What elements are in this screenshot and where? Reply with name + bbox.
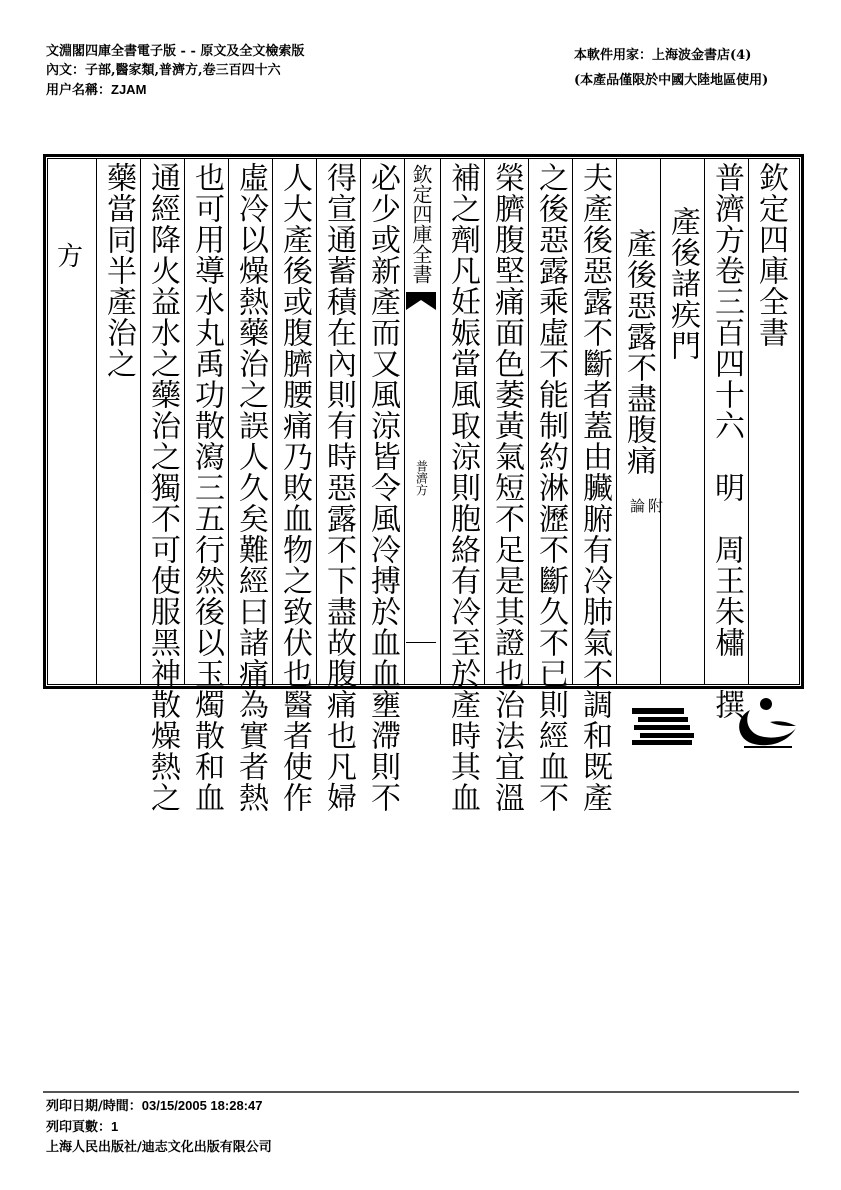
print-date-label: 列印日期/時間： [46,1099,142,1114]
column-text: 必少或新產而又風涼皆令風冷搏於血血壅滯則不 [365,162,400,813]
text-column [362,162,402,813]
text-column [530,162,570,813]
column-text: 藥當同半產治之 [101,162,136,379]
text-column [574,162,614,813]
text-column [186,162,226,813]
side-label: 方 [56,242,83,272]
header-licensee: 本軟件用家：上海波金書店(4) [574,48,752,63]
column-divider [272,158,273,685]
column-text: 產後諸疾門 [665,206,700,361]
fold-book-text: 普濟方 [414,460,429,496]
column-divider [184,158,185,685]
text-column [486,162,526,813]
column-text: 也可用導水丸禹功散瀉三五行然後以玉燭散和血 [189,162,224,813]
fold-book-name [410,460,432,496]
footer-rule [43,1091,799,1093]
column-text: 虛冷以燥熱藥治之誤人久矣難經曰諸痛為實者熱 [233,162,268,813]
footer [46,1096,272,1158]
column-divider [572,158,573,685]
column-divider [404,158,405,685]
column-text: 夫產後惡露不斷者蓋由臟腑有冷肺氣不調和既產 [577,162,612,813]
header-region-note: (本產品僅限於中國大陸地區使用) [574,73,769,88]
text-column [98,162,138,379]
column-divider [316,158,317,685]
text-column [318,162,358,813]
user-label: 用户名稱： [46,83,112,98]
text-column [442,162,482,813]
column-divider [228,158,229,685]
footer-page-count [46,1117,272,1138]
pages-value: 1 [111,1119,119,1134]
column-divider [360,158,361,685]
footer-print-date [46,1096,272,1117]
fold-title-text: 欽定四庫全書 [409,164,433,284]
text-column [618,228,664,513]
dizhi-logo-icon [730,696,802,752]
column-text: 榮臍腹堅痛面色萎黃氣短不足是其證也治法宜溫 [489,162,524,813]
publisher-logo-icon [632,706,694,746]
text-column [750,162,790,348]
header-edition: 文淵閣四庫全書電子版 - - 原文及全文檢索版 [46,44,305,59]
column-divider [484,158,485,685]
footer-publisher: 上海人民出版社/迪志文化出版有限公司 [46,1140,272,1155]
pages-label: 列印頁數： [46,1120,112,1135]
user-name: ZJAM [111,82,147,97]
text-column [230,162,270,813]
text-column [274,162,314,813]
header-right [574,46,814,90]
header-user [46,80,476,100]
column-text: 人大產後或腹臍腰痛乃敗血物之致伏也醫者使作 [277,162,312,813]
column-text: 通經降火益水之藥治之獨不可使服黑神散燥熱之 [145,162,180,813]
column-divider [704,158,705,685]
column-text: 補之劑凡妊娠當風取涼則胞絡有冷至於產時其血 [445,162,480,813]
column-note: 附論 [628,498,664,513]
column-divider [140,158,141,685]
column-divider [96,158,97,685]
column-text: 普濟方卷三百四十六 明 周王朱橚 撰 [709,162,744,720]
fish-tail-mark-icon [406,292,436,310]
column-divider [528,158,529,685]
text-column [662,206,702,361]
column-divider [748,158,749,685]
text-column [706,162,746,720]
header-content-path: 內文：子部,醫家類,普濟方,卷三百四十六 [46,63,281,78]
fold-bottom-line [406,642,436,643]
column-text: 之後惡露乘虛不能制約淋瀝不斷久不已則經血不 [533,162,568,813]
column-text: 產後惡露不盡腹痛 [621,228,656,476]
text-column [142,162,182,813]
fold-title [406,164,436,284]
header-left [46,42,476,100]
column-divider [660,158,661,685]
print-date-value: 03/15/2005 18:28:47 [141,1098,263,1113]
column-divider [440,158,441,685]
column-divider [616,158,617,685]
column-text: 得宣通蓄積在內則有時惡露不下盡故腹痛也凡婦 [321,162,356,813]
column-text: 欽定四庫全書 [753,162,788,348]
